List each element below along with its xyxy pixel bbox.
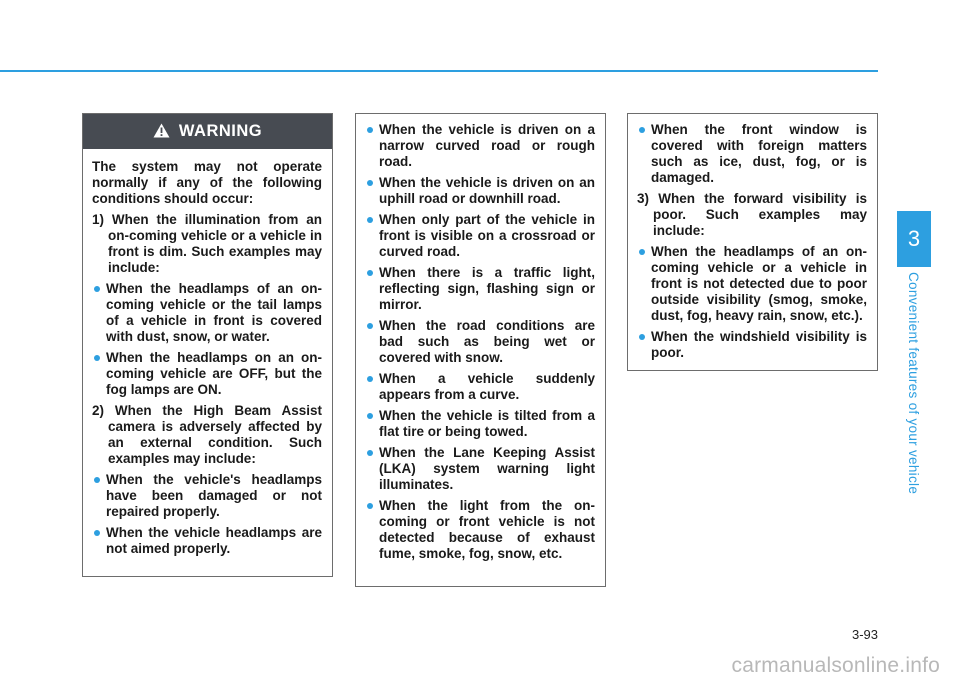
column3-content — [628, 114, 877, 361]
condition-bullet: When the vehicle is driven on a narrow curved road or rough road. — [365, 122, 595, 170]
warning-bullet: When the headlamps on an on-coming vehicle are OFF, but the fog lamps are ON. — [92, 350, 322, 398]
condition-bullet: When a vehicle suddenly appears from a curve. — [365, 371, 595, 403]
condition-bullet: When the windshield visibility is poor. — [637, 329, 867, 361]
warning-bullet: When the vehicle's headlamps have been damaged or not repaired properly. — [92, 472, 322, 520]
column2-content — [356, 114, 605, 562]
watermark: carmanualsonline.info — [731, 654, 940, 677]
visibility-conditions-box — [627, 113, 878, 371]
condition-bullet: When the front window is covered with foreign matters such as ice, dust, fog, or is damaged. — [637, 122, 867, 186]
chapter-number: 3 — [907, 226, 921, 251]
warning-content — [83, 149, 332, 557]
condition-bullet: When only part of the vehicle in front is visible on a crossroad or curved road. — [365, 212, 595, 260]
warning-bullet: When the vehicle headlamps are not aimed properly. — [92, 525, 322, 557]
visibility-item-3: 3) When the forward visibility is poor. Such examples may include: — [637, 191, 867, 238]
condition-bullet: When the Lane Keeping Assist (LKA) system warning light illuminates. — [365, 445, 595, 493]
condition-bullet: When the headlamps of an on-coming vehicle or a vehicle in front is not detected due to poor outside visibility (smog, smoke, dust, fog, heavy rain, snow, etc.). — [637, 244, 867, 324]
warning-bullet: When the headlamps of an on-coming vehicle or the tail lamps of a vehicle in front is covered with dust, snow, or water. — [92, 281, 322, 345]
condition-bullet: When the road conditions are bad such as being wet or covered with snow. — [365, 318, 595, 366]
warning-item-2: 2) When the High Beam Assist camera is adversely affected by an external condition. Such examples may include: — [92, 403, 322, 466]
warning-item-1: 1) When the illumination from an on-coming vehicle or a vehicle in front is dim. Such examples may include: — [92, 212, 322, 275]
warning-title: WARNING — [178, 122, 263, 140]
header-rule — [0, 70, 878, 72]
warning-triangle-icon — [153, 123, 170, 138]
condition-bullet: When the vehicle is tilted from a flat tire or being towed. — [365, 408, 595, 440]
condition-bullet: When the vehicle is driven on an uphill road or downhill road. — [365, 175, 595, 207]
chapter-number-tab — [897, 211, 931, 267]
warning-header — [83, 114, 332, 149]
condition-bullet: When the light from the on-coming or front vehicle is not detected because of exhaust fume, smoke, fog, snow, etc. — [365, 498, 595, 562]
chapter-title: Convenient features of your vehicle — [906, 272, 921, 495]
page-number: 3-93 — [851, 627, 878, 642]
warning-intro: The system may not operate normally if any of the following conditions should occur: — [92, 159, 322, 206]
warning-box — [82, 113, 333, 577]
continued-conditions-box — [355, 113, 606, 587]
condition-bullet: When there is a traffic light, reflecting sign, flashing sign or mirror. — [365, 265, 595, 313]
